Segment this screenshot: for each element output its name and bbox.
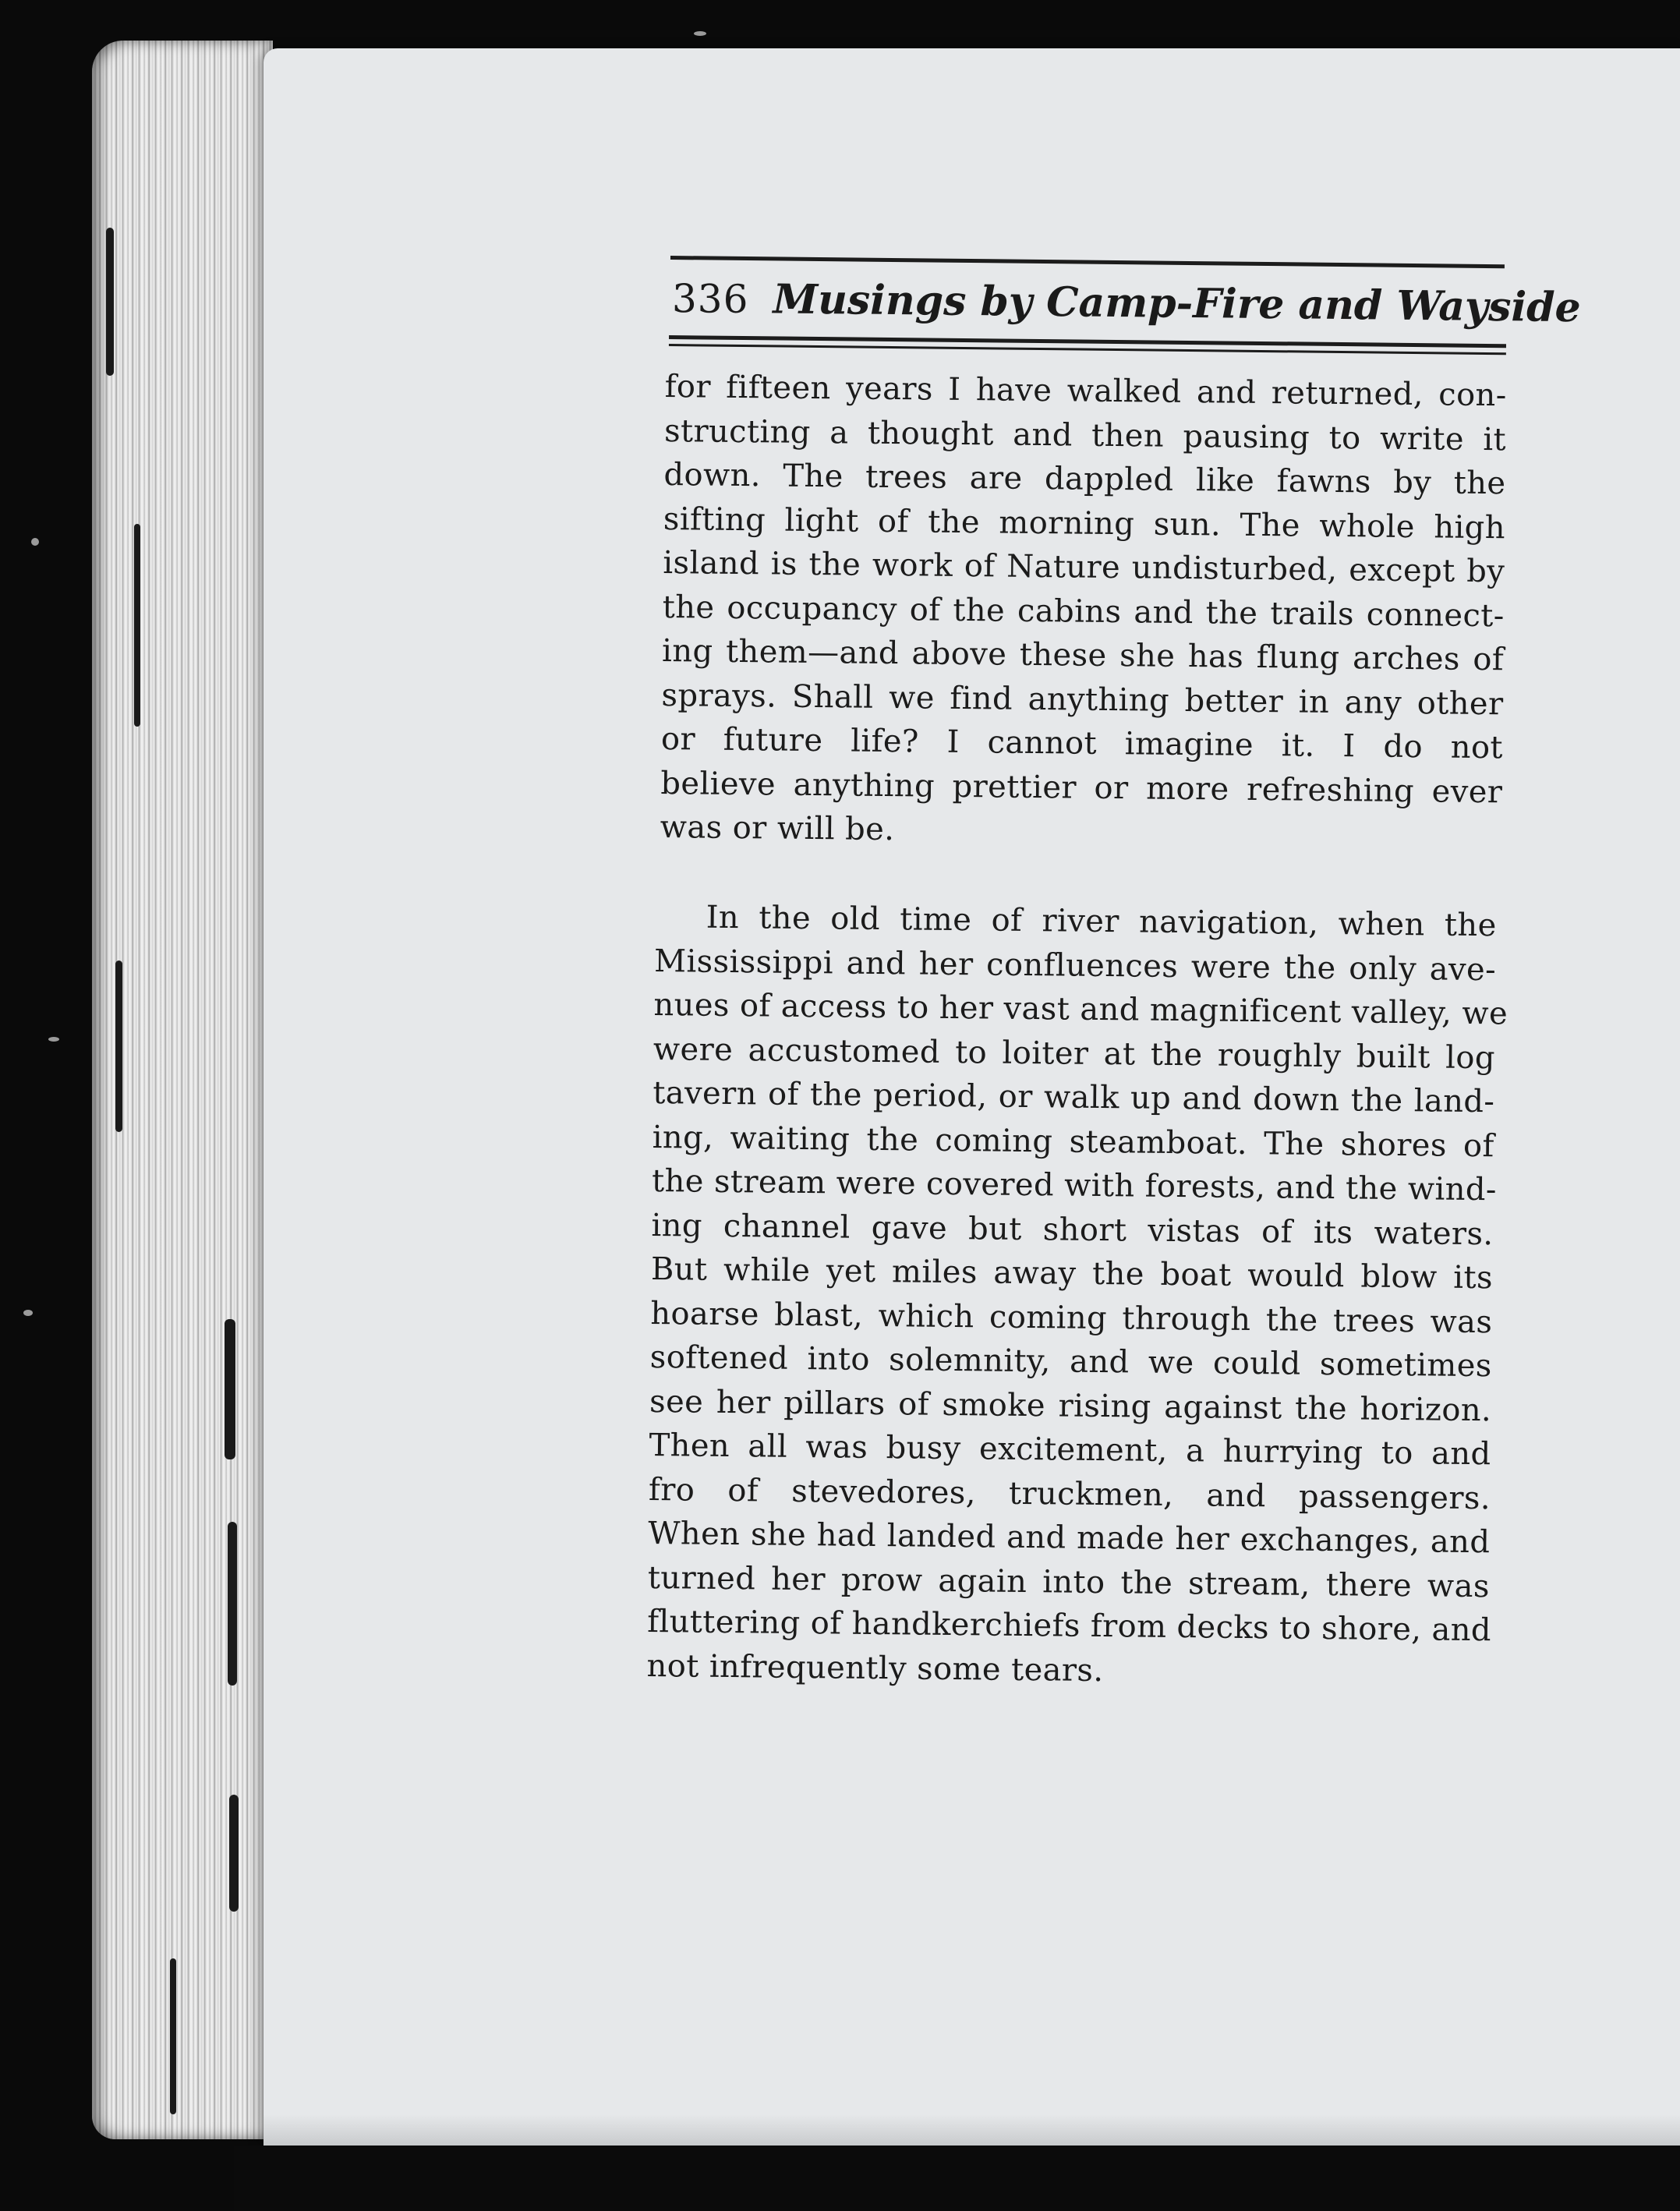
running-title: Musings by Camp-Fire and Wayside: [773, 275, 1581, 332]
text-line: In the old time of river navigation, when the: [706, 899, 1497, 944]
paragraph: [646, 895, 1508, 1696]
page-number: 336: [671, 276, 749, 323]
text-line: tavern of the period, or walk up and down the land-: [653, 1074, 1495, 1120]
text-line: ing, waiting the coming steamboat. The shores of: [652, 1119, 1494, 1164]
text-line: Then all was busy excitement, a hurrying to and: [649, 1427, 1491, 1473]
text-line: not infrequently some tears.: [646, 1647, 1104, 1689]
text-line: sprays. Shall we find anything better in any other: [661, 677, 1504, 722]
text-line: were accustomed to loiter at the roughly built log: [653, 1031, 1496, 1076]
text-line: When she had landed and made her exchanges, and: [648, 1515, 1491, 1561]
edge-mark: [170, 1958, 176, 2114]
text-line: sifting light of the morning sun. The whole high: [663, 501, 1506, 546]
text-line: or future life? I cannot imagine it. I do not: [660, 720, 1504, 766]
text-line: for fifteen years I have walked and returned, con-: [664, 368, 1507, 414]
edge-mark: [115, 960, 122, 1132]
text-line: fro of stevedores, truckmen, and passengers.: [648, 1471, 1491, 1516]
paragraph: [660, 365, 1506, 858]
text-line: hoarse blast, which coming through the trees was: [650, 1295, 1493, 1340]
text-line: island is the work of Nature undisturbed, except by: [663, 544, 1505, 590]
dust-speck: [31, 538, 39, 546]
text-line: nues of access to her vast and magnificent valley, we: [653, 986, 1508, 1032]
text-line: was or will be.: [660, 808, 895, 848]
text-line: structing a thought and then pausing to write it: [663, 412, 1507, 458]
text-line: But while yet miles away the boat would blow its: [650, 1251, 1494, 1297]
text-line: down. The trees are dappled like fawns by the: [663, 456, 1506, 502]
text-line: softened into solemnity, and we could sometimes: [649, 1339, 1492, 1385]
dust-speck: [23, 1310, 33, 1316]
text-line: fluttering of handkerchiefs from decks to shore, and: [646, 1603, 1492, 1649]
dust-speck: [48, 1037, 59, 1042]
dust-speck: [694, 31, 706, 36]
text-line: turned her prow again into the stream, there was: [647, 1559, 1491, 1604]
page-bottom-shadow: [234, 2146, 1680, 2211]
edge-mark: [229, 1795, 239, 1912]
text-line: believe anything prettier or more refreshing ever: [660, 765, 1503, 810]
edge-mark: [228, 1522, 237, 1686]
running-head: [671, 274, 1581, 338]
text-line: the occupancy of the cabins and the trails connect-: [662, 589, 1505, 634]
text-line: ing channel gave but short vistas of its waters.: [651, 1207, 1494, 1252]
text-line: the stream were covered with forests, and the wind-: [651, 1162, 1498, 1208]
text-line: ing them—and above these she has flung arches of: [661, 632, 1505, 678]
book-page-edges: [92, 41, 273, 2139]
edge-mark: [225, 1319, 235, 1459]
edge-mark: [134, 524, 140, 727]
text-line: Mississippi and her confluences were the only ave-: [653, 943, 1497, 988]
text-line: see her pillars of smoke rising against the horizon.: [649, 1383, 1492, 1428]
edge-mark: [106, 228, 114, 376]
